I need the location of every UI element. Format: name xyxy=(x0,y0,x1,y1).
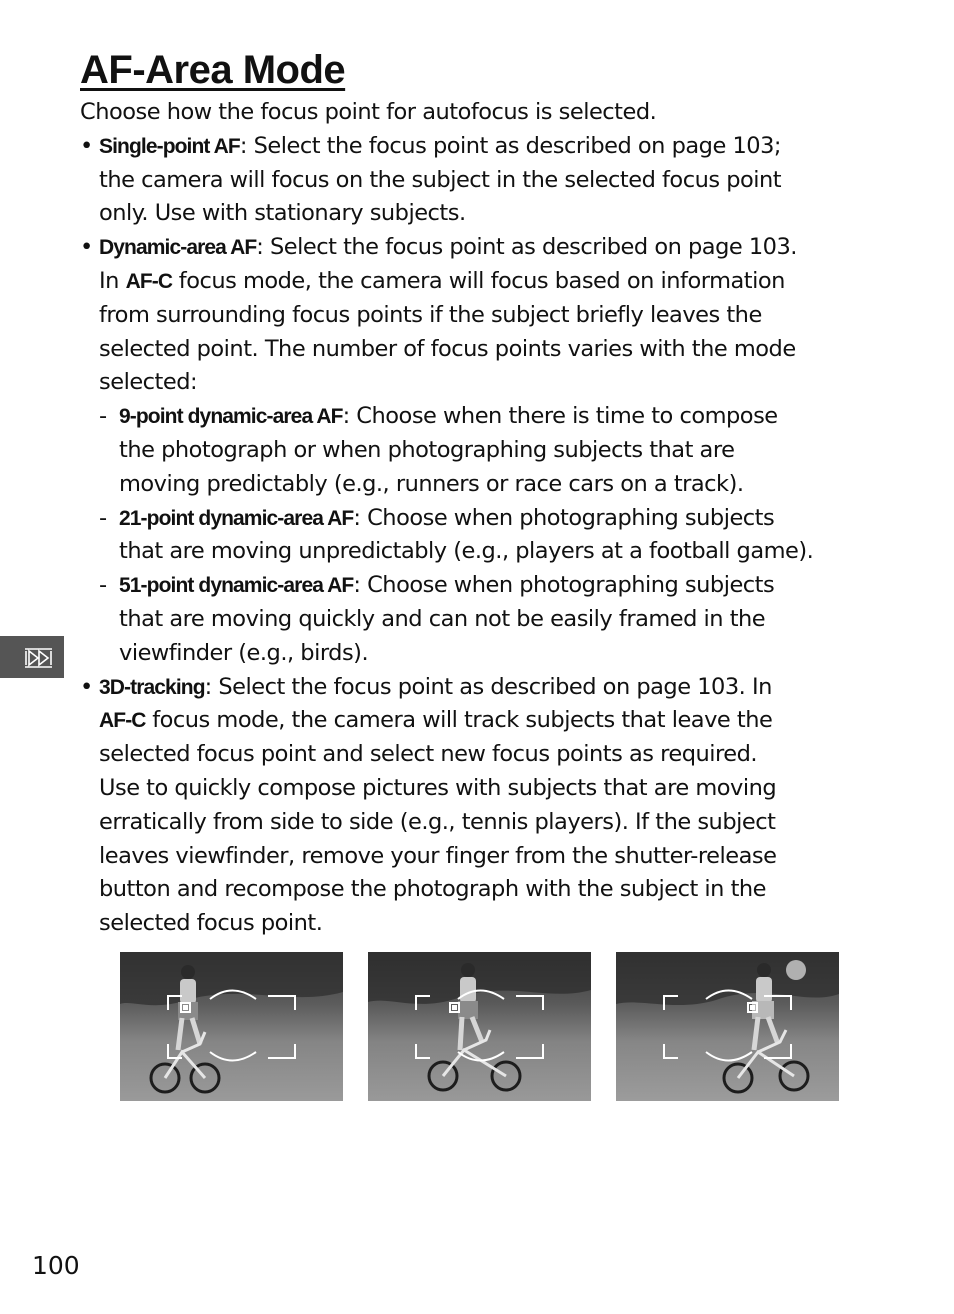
sub-item-21-point xyxy=(80,502,870,570)
text-line: In xyxy=(99,267,126,294)
text-line: selected point. The number of focus points varies with the mode xyxy=(99,335,796,362)
text-line: leaves viewfinder, remove your finger from the shutter-release xyxy=(99,842,777,869)
bullet-marker: • xyxy=(80,673,93,700)
text-line: viewfinder (e.g., birds). xyxy=(119,639,369,666)
term-dynamic-area-af: Dynamic-area AF xyxy=(99,236,257,260)
photo-tracking-3 xyxy=(616,952,839,1101)
sub-marker: - xyxy=(99,403,107,430)
term-9-point-dynamic-area-af: 9-point dynamic-area AF xyxy=(119,405,343,429)
sub-item-9-point xyxy=(80,400,870,501)
cyclist-photo-illustration xyxy=(120,952,343,1101)
text-line: selected: xyxy=(99,369,198,396)
sub-item-51-point xyxy=(80,569,870,670)
text-line: : Choose when there is time to compose xyxy=(342,403,778,430)
text-line: that are moving unpredictably (e.g., players at a football game). xyxy=(119,538,814,565)
cyclist-photo-illustration xyxy=(616,952,839,1101)
term-3d-tracking: 3D-tracking xyxy=(99,675,205,699)
term-single-point-af: Single-point AF xyxy=(99,134,240,158)
text-line: that are moving quickly and can not be easily framed in the xyxy=(119,605,766,632)
intro-text: Choose how the focus point for autofocus is selected. xyxy=(80,99,657,125)
text-line: button and recompose the photograph with the subject in the xyxy=(99,876,767,903)
text-line: selected focus point. xyxy=(99,910,323,937)
text-line: : Select the focus point as described on page 103. xyxy=(256,234,797,261)
term-af-c: AF-C xyxy=(99,709,146,733)
text-line: moving predictably (e.g., runners or race cars on a track). xyxy=(119,470,744,497)
text-line: selected focus point and select new focus points as required. xyxy=(99,741,758,768)
sub-marker: - xyxy=(99,504,107,531)
sub-marker: - xyxy=(99,572,107,599)
page-title: AF-Area Mode xyxy=(80,48,346,92)
text-line: : Select the focus point as described on page 103. In xyxy=(204,673,772,700)
body-text xyxy=(80,96,870,941)
text-line: : Choose when photographing subjects xyxy=(353,572,775,599)
text-line: focus mode, the camera will focus based on information xyxy=(172,267,785,294)
text-line: : Select the focus point as described on page 103; xyxy=(239,132,781,159)
bullet-3d-tracking xyxy=(80,671,870,941)
bullet-marker: • xyxy=(80,234,93,261)
bullet-dynamic-area-af xyxy=(80,231,870,400)
text-line: from surrounding focus points if the subject briefly leaves the xyxy=(99,301,762,328)
text-line: focus mode, the camera will track subjects that leave the xyxy=(145,707,773,734)
text-line: Use to quickly compose pictures with subjects that are moving xyxy=(99,774,777,801)
term-21-point-dynamic-area-af: 21-point dynamic-area AF xyxy=(119,506,354,530)
text-line: only. Use with stationary subjects. xyxy=(99,200,466,227)
text-line: erratically from side to side (e.g., tennis players). If the subject xyxy=(99,808,776,835)
cyclist-photo-illustration xyxy=(368,952,591,1101)
term-51-point-dynamic-area-af: 51-point dynamic-area AF xyxy=(119,574,354,598)
chapter-tab xyxy=(0,636,64,678)
photo-tracking-2 xyxy=(368,952,591,1101)
term-af-c: AF-C xyxy=(125,269,173,293)
text-line: : Choose when photographing subjects xyxy=(353,504,775,531)
shooting-mode-icon xyxy=(24,647,58,669)
photo-tracking-1 xyxy=(120,952,343,1101)
page-number: 100 xyxy=(32,1251,80,1280)
bullet-marker: • xyxy=(80,132,93,159)
text-line: the camera will focus on the subject in the selected focus point xyxy=(99,166,782,193)
text-line: the photograph or when photographing subjects that are xyxy=(119,436,735,463)
bullet-single-point-af xyxy=(80,130,870,231)
